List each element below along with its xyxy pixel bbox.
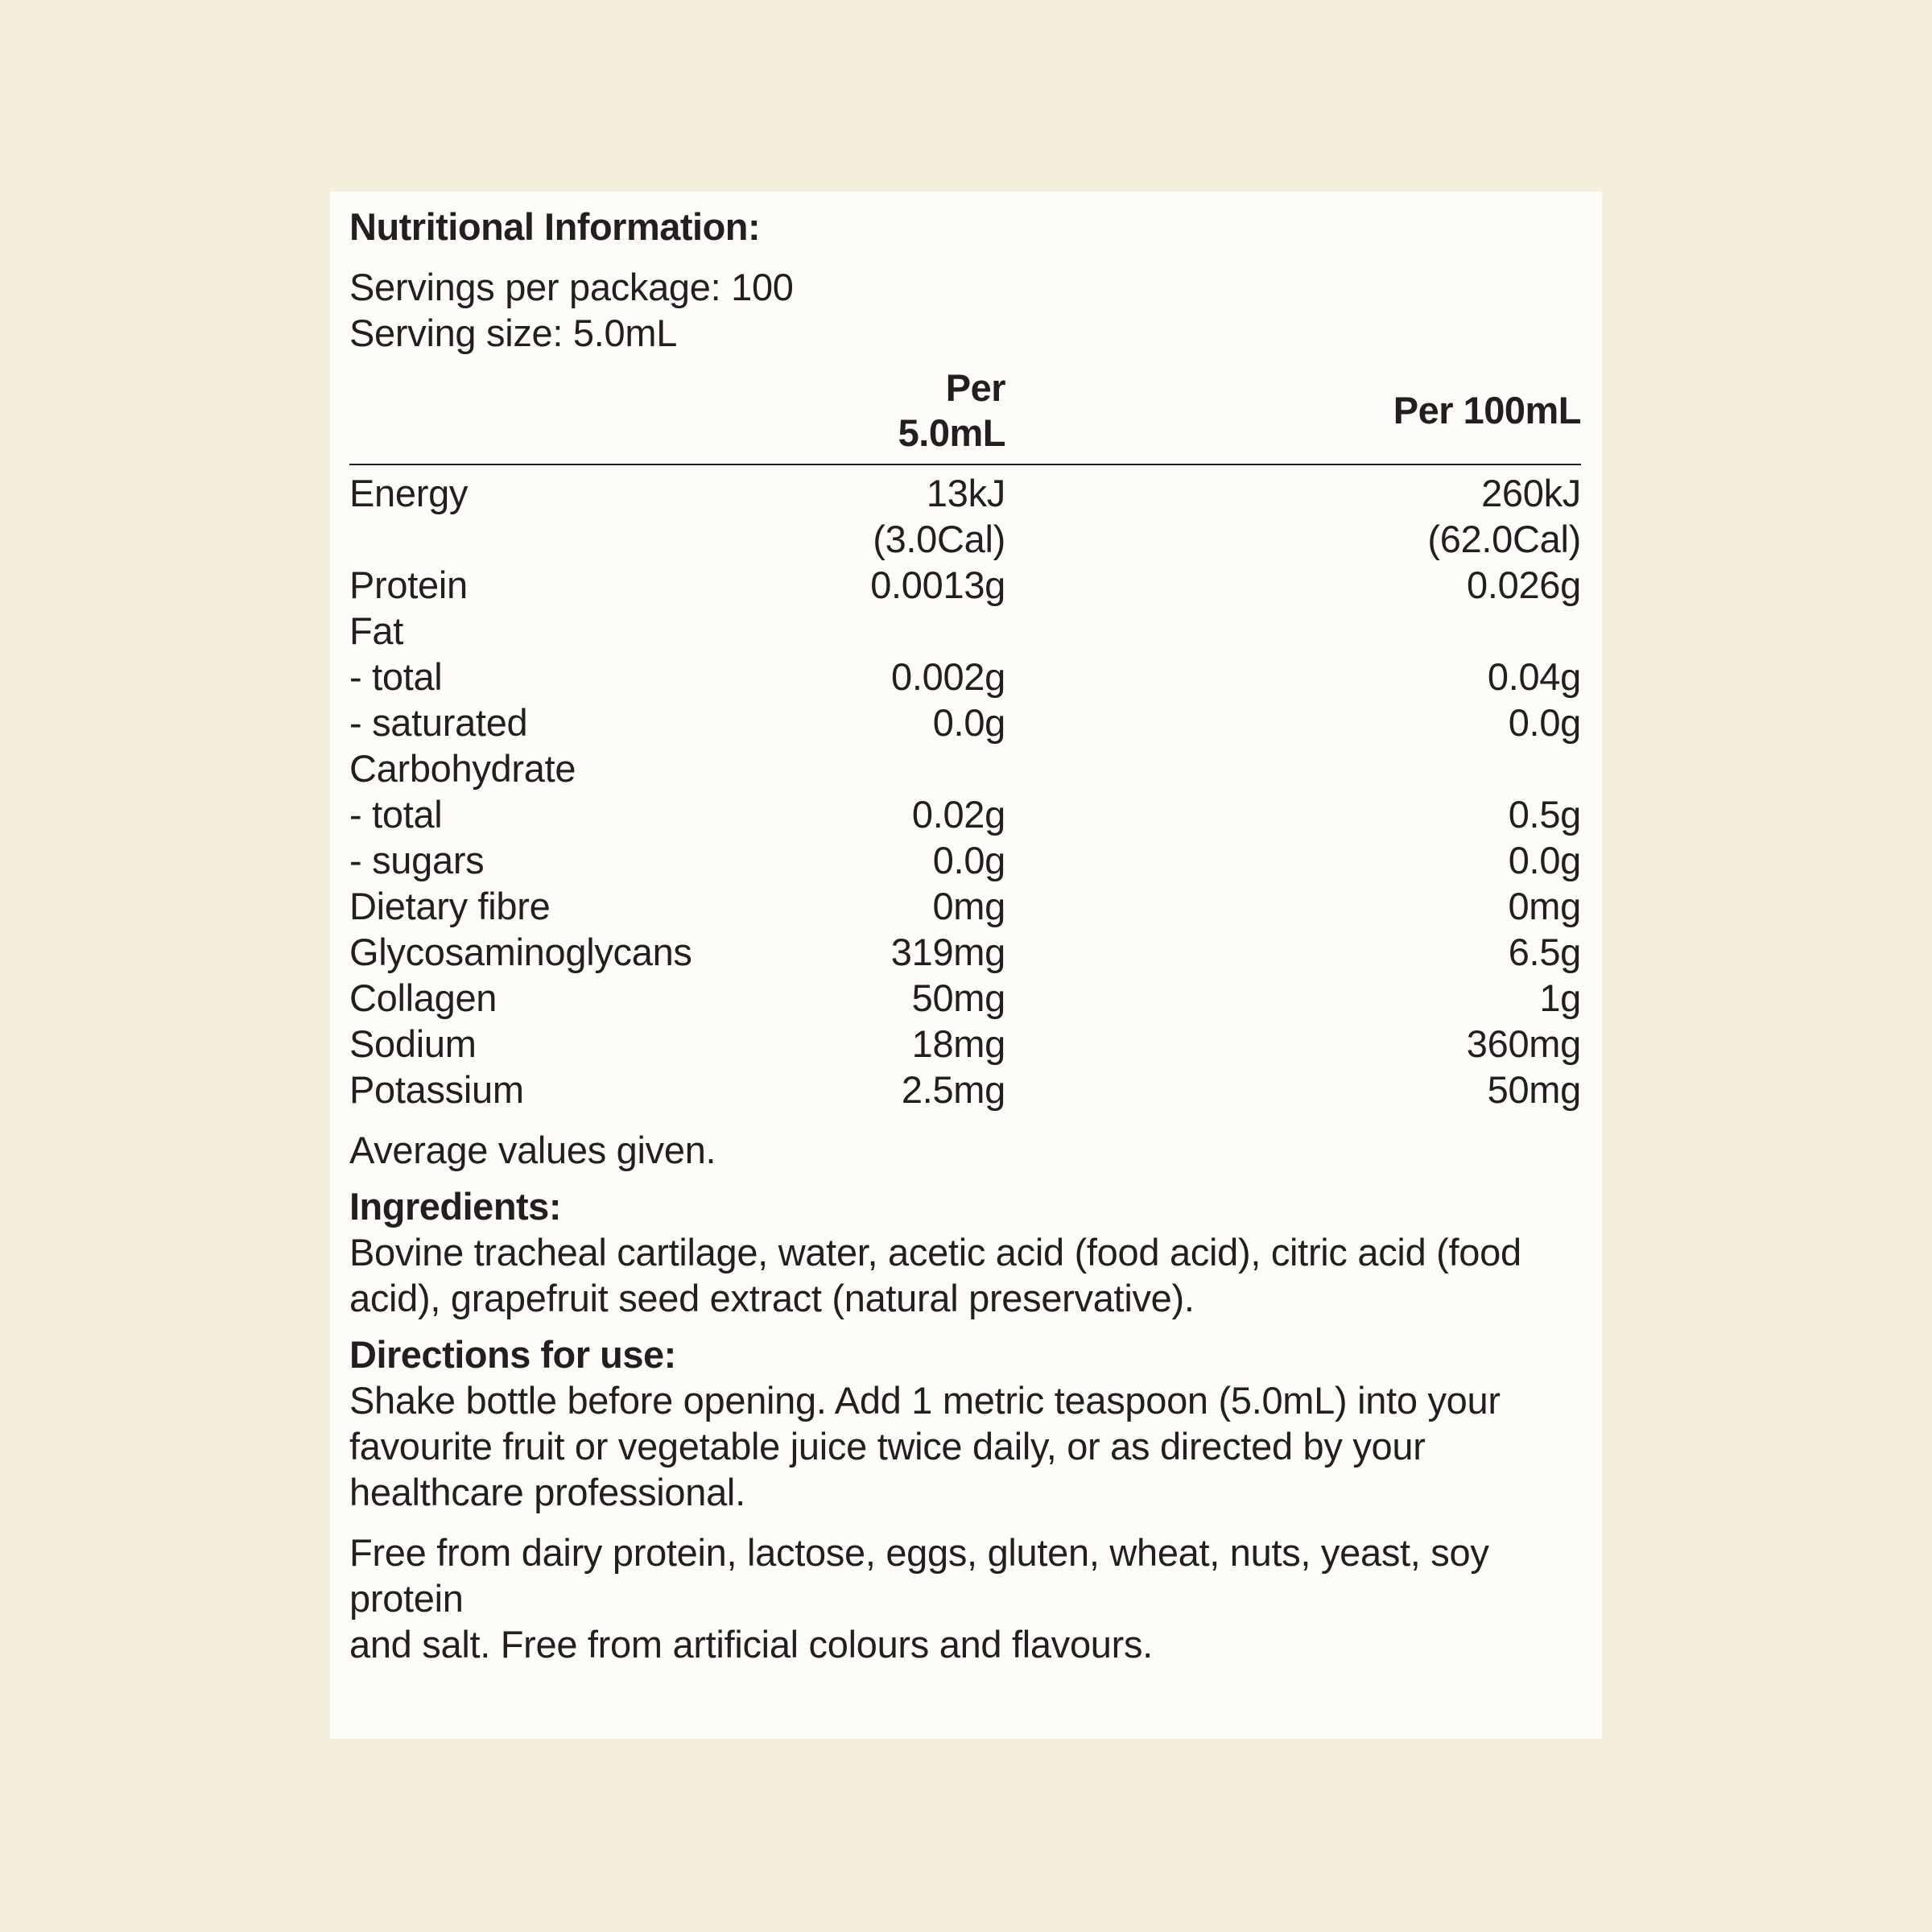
free-from-line: Free from dairy protein, lactose, eggs, gluten, wheat, nuts, yeast, soy protein xyxy=(349,1531,1489,1620)
nutrient-name: - sugars xyxy=(349,839,485,881)
table-row xyxy=(349,791,1581,837)
nutrient-name: Protein xyxy=(349,564,468,606)
directions-line: healthcare professional. xyxy=(349,1471,745,1513)
ingredients-line: acid), grapefruit seed extract (natural preservative). xyxy=(349,1277,1195,1319)
nutrition-table xyxy=(349,365,1581,1113)
table-row xyxy=(349,608,1581,654)
value-per-100ml: 0mg xyxy=(1508,885,1581,927)
value-per-serving xyxy=(865,745,1005,791)
nutrient-name: Glycosaminoglycans xyxy=(349,931,692,973)
value-per-serving: 0.0013g xyxy=(870,564,1005,606)
value-per-serving: 50mg xyxy=(911,976,1005,1019)
nutrient-name: Dietary fibre xyxy=(349,885,551,927)
label-content xyxy=(349,204,1581,1667)
header-per-100ml: Per 100mL xyxy=(1005,365,1581,464)
value-per-100ml xyxy=(1005,464,1581,562)
table-row xyxy=(349,929,1581,975)
value-per-100ml: 0.026g xyxy=(1467,564,1581,606)
directions-line: Shake bottle before opening. Add 1 metric teaspoon (5.0mL) into your xyxy=(349,1379,1501,1422)
table-row xyxy=(349,975,1581,1021)
nutrient-name: Collagen xyxy=(349,976,497,1019)
servings-per-package: Servings per package: 100 xyxy=(349,266,794,308)
value-per-serving: 0.02g xyxy=(911,793,1005,836)
energy-cal-per-serving: (3.0Cal) xyxy=(873,518,1005,560)
value-per-serving: 18mg xyxy=(911,1022,1005,1065)
energy-kj-per-serving: 13kJ xyxy=(926,472,1005,514)
table-row xyxy=(349,1067,1581,1113)
value-per-serving: 0.0g xyxy=(932,701,1005,744)
value-per-serving: 0mg xyxy=(932,885,1005,927)
value-per-100ml: 360mg xyxy=(1466,1022,1581,1065)
table-header-row xyxy=(349,365,1581,464)
value-per-serving: 2.5mg xyxy=(901,1068,1005,1111)
table-row xyxy=(349,700,1581,745)
nutrition-title: Nutritional Information: xyxy=(349,205,761,248)
ingredients-title: Ingredients: xyxy=(349,1185,561,1228)
table-row xyxy=(349,745,1581,791)
value-per-100ml: 0.5g xyxy=(1508,793,1581,836)
free-from-line: and salt. Free from artificial colours and flavours. xyxy=(349,1623,1153,1666)
serving-size: Serving size: 5.0mL xyxy=(349,312,678,354)
energy-cal-per-100ml: (62.0Cal) xyxy=(1427,518,1581,560)
value-per-serving: 319mg xyxy=(890,931,1005,973)
value-per-100ml: 0.0g xyxy=(1508,701,1581,744)
nutrient-name: Potassium xyxy=(349,1068,524,1111)
table-row xyxy=(349,464,1581,562)
label-panel xyxy=(330,192,1602,1739)
directions-title: Directions for use: xyxy=(349,1333,676,1376)
ingredients-line: Bovine tracheal cartilage, water, acetic acid (food acid), citric acid (food xyxy=(349,1231,1521,1274)
value-per-serving xyxy=(865,464,1005,562)
directions-section xyxy=(349,1332,1581,1515)
value-per-serving xyxy=(865,608,1005,654)
directions-line: favourite fruit or vegetable juice twice daily, or as directed by your xyxy=(349,1425,1426,1468)
value-per-100ml: 50mg xyxy=(1487,1068,1581,1111)
value-per-serving: 0.0g xyxy=(932,839,1005,881)
value-per-100ml xyxy=(1005,608,1581,654)
nutrient-name: - saturated xyxy=(349,701,528,744)
nutrient-name: Carbohydrate xyxy=(349,747,576,790)
table-row xyxy=(349,837,1581,883)
value-per-100ml: 1g xyxy=(1539,976,1581,1019)
value-per-serving: 0.002g xyxy=(891,655,1005,698)
table-row xyxy=(349,562,1581,608)
header-per-serving: Per 5.0mL xyxy=(865,365,1005,464)
header-nutrient xyxy=(349,365,865,464)
ingredients-section xyxy=(349,1184,1581,1321)
value-per-100ml: 6.5g xyxy=(1508,931,1581,973)
nutrient-name: - total xyxy=(349,655,443,698)
table-row xyxy=(349,654,1581,700)
table-row xyxy=(349,883,1581,929)
nutrient-name: Energy xyxy=(349,472,469,514)
nutrient-name: Fat xyxy=(349,609,404,652)
value-per-100ml xyxy=(1005,745,1581,791)
value-per-100ml: 0.04g xyxy=(1487,655,1581,698)
value-per-100ml: 0.0g xyxy=(1508,839,1581,881)
nutrient-name: Sodium xyxy=(349,1022,477,1065)
table-row xyxy=(349,1021,1581,1067)
nutrient-name: - total xyxy=(349,793,443,836)
energy-kj-per-100ml: 260kJ xyxy=(1481,472,1581,514)
average-values-note: Average values given. xyxy=(349,1129,716,1171)
free-from-section xyxy=(349,1530,1581,1667)
